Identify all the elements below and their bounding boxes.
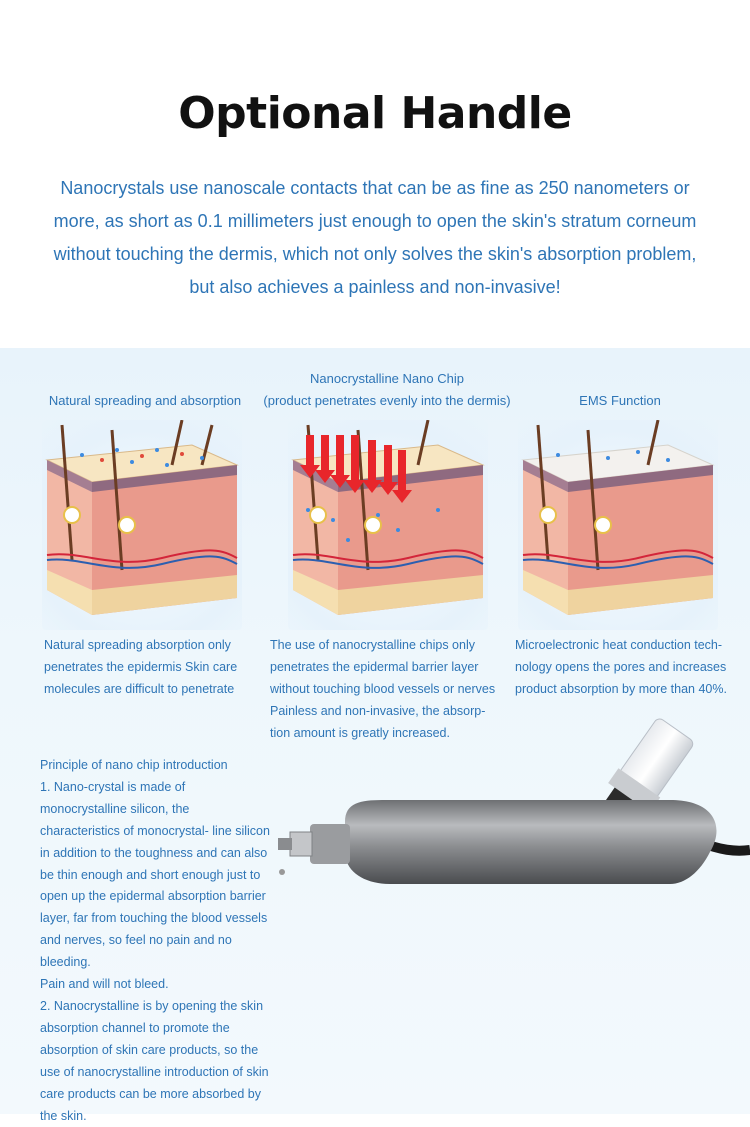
- skin-cube-nanochip-illustration: [288, 420, 488, 630]
- principle-point-2: 2. Nanocrystalline is by opening the skin absorption channel to promote the absorption of skin care products, so the use of nanocrystalline introduction of skin care products can be more absorbed by the skin.: [40, 998, 269, 1123]
- principle-point-1-extra: Pain and will not bleed.: [40, 977, 169, 992]
- nano-chip-handle-device-image: [270, 712, 750, 912]
- principle-point-1: 1. Nano-crystal is made of monocrystalline silicon, the characteristics of monocrystal- line silicon in addition to the toughness and can also be thin enough and short enough just to open up the epidermal absorption barrier layer, far from touching the blood vessels and nerves, so feel no pain and no bleeding.: [40, 779, 270, 970]
- page-title: Optional Handle: [178, 88, 572, 139]
- skin-cube-ems-illustration: [518, 420, 718, 630]
- column-title-natural: Natural spreading and absorption: [48, 393, 242, 408]
- column-title-ems: EMS Function: [579, 393, 661, 408]
- intro-paragraph: Nanocrystals use nanoscale contacts that can be as fine as 250 nanometers or more, as short as 0.1 millimeters just enough to open the skin's stratum corneum without touching the dermis, which not only solves the skin's absorption problem, but also achieves a painless and non-invasive!: [53, 178, 697, 297]
- skin-cube-natural-illustration: [42, 420, 242, 630]
- column-title-nanochip: Nanocrystalline Nano Chip: [310, 371, 464, 386]
- column-desc-ems: Microelectronic heat conduction tech- nology opens the pores and increases product absorption by more than 40%.: [515, 638, 727, 696]
- column-subtitle-nanochip: (product penetrates evenly into the dermis): [263, 393, 511, 408]
- principle-heading: Principle of nano chip introduction: [40, 758, 228, 772]
- column-desc-nanochip: The use of nanocrystalline chips only penetrates the epidermal barrier layer without touching blood vessels or nerves Painless and non-invasive, the absorp- tion amount is greatly increased.: [270, 638, 496, 740]
- column-desc-natural: Natural spreading absorption only penetrates the epidermis Skin care molecules are difficult to penetrate: [44, 638, 238, 696]
- principle-section: [40, 755, 270, 1127]
